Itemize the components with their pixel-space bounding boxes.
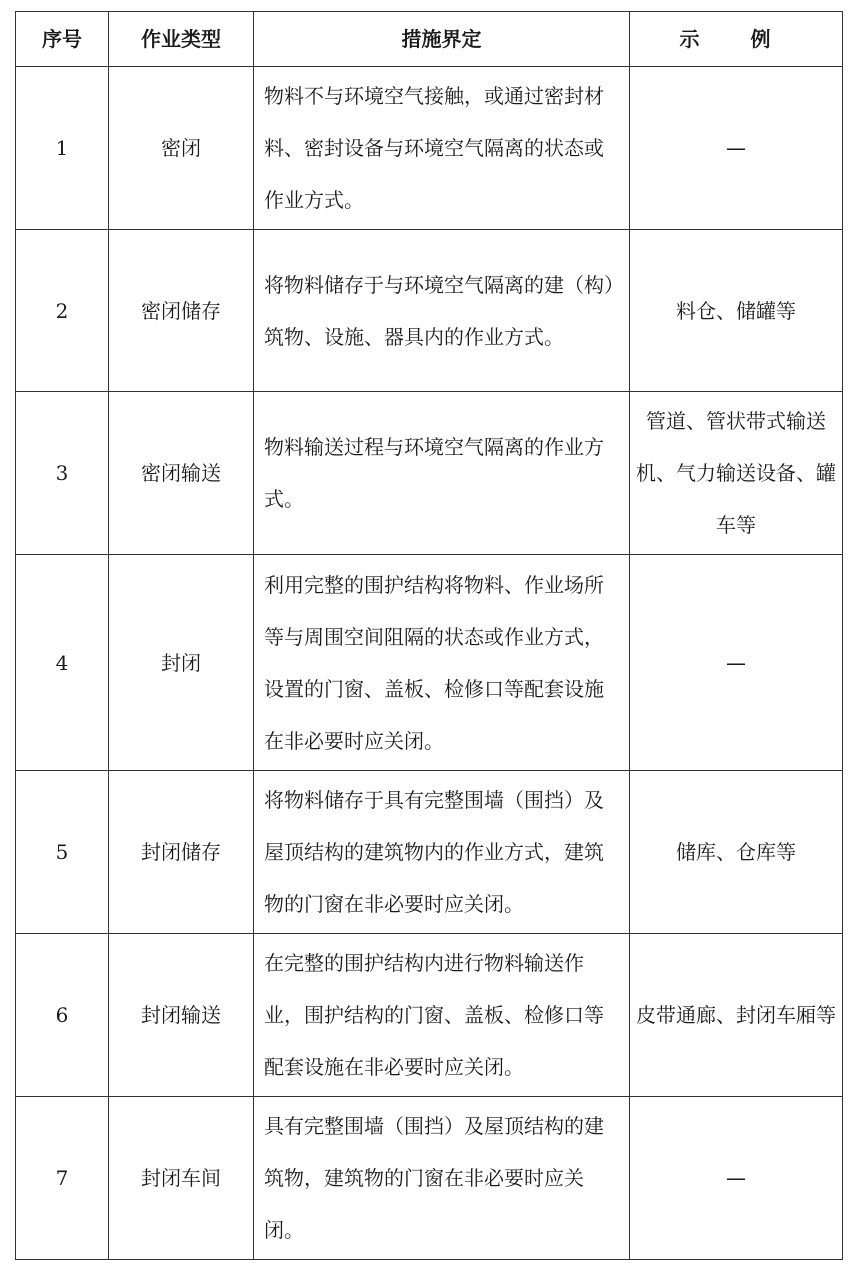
table-row: [16, 392, 843, 555]
row-example: 管道、管状带式输送机、气力输送设备、罐车等: [630, 392, 843, 555]
row-type: 密闭: [109, 67, 254, 230]
row-example: 皮带通廊、封闭车厢等: [630, 934, 843, 1097]
row-example: —: [630, 1097, 843, 1260]
row-seq: 7: [16, 1097, 109, 1260]
row-example: 料仓、储罐等: [630, 230, 843, 392]
row-desc: 在完整的围护结构内进行物料输送作业，围护结构的门窗、盖板、检修口等配套设施在非必要时应关闭。: [254, 934, 630, 1097]
header-example: 示 例: [630, 12, 843, 67]
row-type: 密闭储存: [109, 230, 254, 392]
row-example: —: [630, 67, 843, 230]
table-row: [16, 555, 843, 771]
row-type: 封闭: [109, 555, 254, 771]
row-desc: 将物料储存于与环境空气隔离的建（构）筑物、设施、器具内的作业方式。: [254, 230, 630, 392]
header-desc: 措施界定: [254, 12, 630, 67]
row-desc: 物料输送过程与环境空气隔离的作业方式。: [254, 392, 630, 555]
row-example: —: [630, 555, 843, 771]
row-seq: 1: [16, 67, 109, 230]
row-type: 密闭输送: [109, 392, 254, 555]
row-desc: 具有完整围墙（围挡）及屋顶结构的建筑物，建筑物的门窗在非必要时应关闭。: [254, 1097, 630, 1260]
row-type: 封闭车间: [109, 1097, 254, 1260]
table-row: [16, 1097, 843, 1260]
row-desc: 物料不与环境空气接触，或通过密封材料、密封设备与环境空气隔离的状态或作业方式。: [254, 67, 630, 230]
row-seq: 6: [16, 934, 109, 1097]
row-desc: 利用完整的围护结构将物料、作业场所等与周围空间阻隔的状态或作业方式，设置的门窗、盖板、检修口等配套设施在非必要时应关闭。: [254, 555, 630, 771]
header-seq: 序号: [16, 12, 109, 67]
table-row: [16, 230, 843, 392]
table-row: [16, 771, 843, 934]
row-type: 封闭储存: [109, 771, 254, 934]
measures-table: [15, 11, 843, 1260]
row-seq: 4: [16, 555, 109, 771]
table-row: [16, 934, 843, 1097]
row-seq: 3: [16, 392, 109, 555]
row-example: 储库、仓库等: [630, 771, 843, 934]
table-row: [16, 67, 843, 230]
header-type: 作业类型: [109, 12, 254, 67]
row-desc: 将物料储存于具有完整围墙（围挡）及屋顶结构的建筑物内的作业方式，建筑物的门窗在非必要时应关闭。: [254, 771, 630, 934]
row-seq: 5: [16, 771, 109, 934]
row-type: 封闭输送: [109, 934, 254, 1097]
header-row: [16, 12, 843, 67]
row-seq: 2: [16, 230, 109, 392]
